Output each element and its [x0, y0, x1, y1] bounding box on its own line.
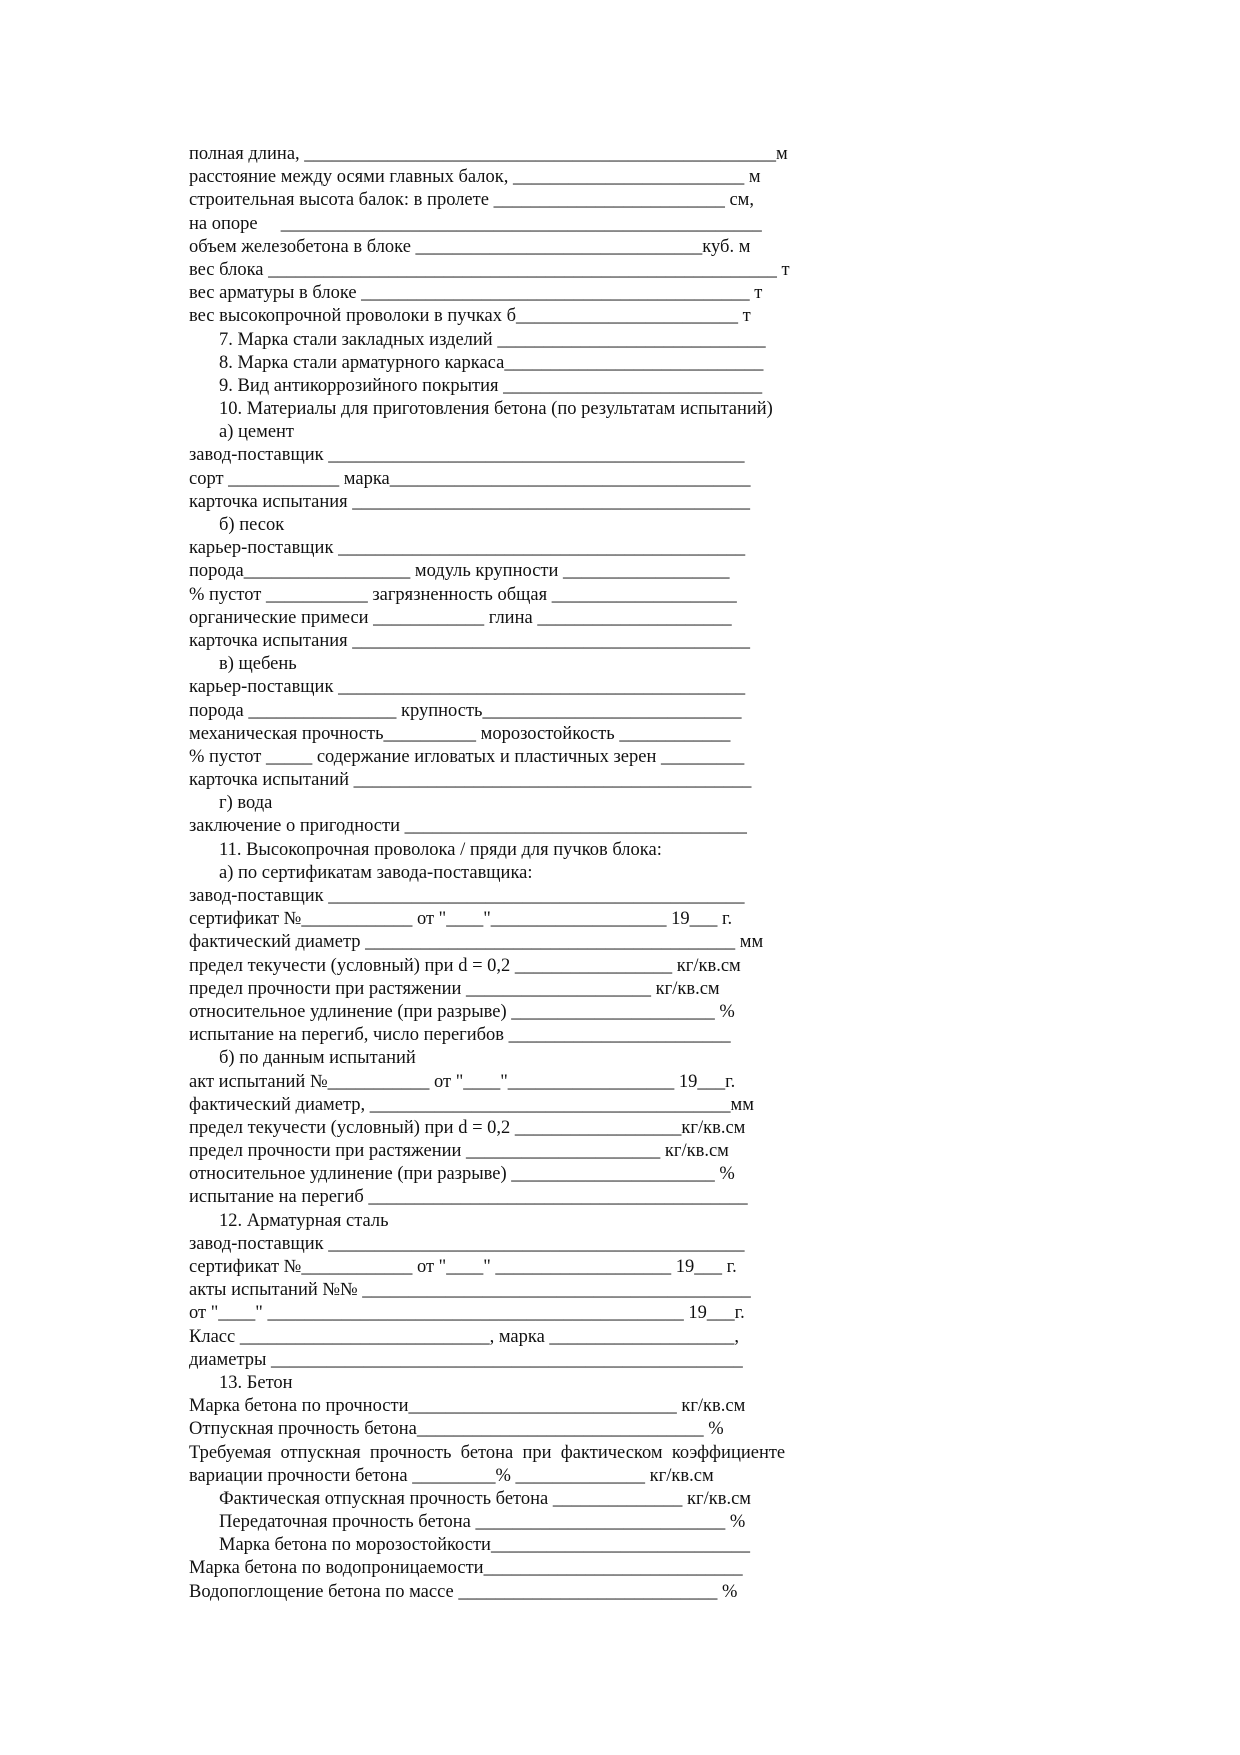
form-line: сорт ____________ марка_______________________________________ — [189, 468, 751, 489]
form-line: 12. Арматурная сталь — [219, 1210, 389, 1231]
form-line: испытание на перегиб, число перегибов ________________________ — [189, 1025, 731, 1046]
form-line: вес блока _______________________________________________________ т — [189, 259, 790, 280]
form-line: 10. Материалы для приготовления бетона (по результатам испытаний) — [219, 399, 773, 420]
form-line: полная длина, ___________________________________________________м — [189, 144, 788, 164]
form-line: относительное удлинение (при разрыве) ______________________ % — [189, 1001, 735, 1022]
form-line: 11. Высокопрочная проволока / пряди для пучков блока: — [219, 839, 662, 860]
form-line: 9. Вид антикоррозийного покрытия ____________________________ — [219, 375, 763, 396]
form-line: карточка испытаний ___________________________________________ — [189, 770, 752, 791]
form-line: Марка бетона по прочности_____________________________ кг/кв.см — [189, 1396, 746, 1417]
form-line: Марка бетона по морозостойкости____________________________ — [219, 1535, 750, 1556]
form-line: сертификат №____________ от "____" ___________________ 19___ г. — [189, 1257, 737, 1277]
form-line: заключение о пригодности _____________________________________ — [189, 816, 747, 837]
form-line: на опоре ____________________________________________________ — [189, 213, 762, 234]
form-line: порода ________________ крупность____________________________ — [189, 700, 742, 721]
form-line: завод-поставщик _____________________________________________ — [189, 445, 745, 466]
form-line: карьер-поставщик ____________________________________________ — [189, 538, 746, 559]
form-line: а) по сертификатам завода-поставщика: — [219, 862, 533, 883]
form-line: акты испытаний №№ __________________________________________ — [189, 1280, 751, 1301]
form-line: Марка бетона по водопроницаемости____________________________ — [189, 1558, 743, 1579]
form-line: Отпускная прочность бетона_______________________________ % — [189, 1419, 724, 1440]
form-line: карточка испытания ___________________________________________ — [189, 630, 751, 651]
form-line: г) вода — [219, 793, 273, 814]
form-line: предел текучести (условный) при d = 0,2 __________________кг/кв.см — [189, 1117, 746, 1138]
form-line: относительное удлинение (при разрыве) ______________________ % — [189, 1164, 735, 1185]
form-line: в) щебень — [219, 654, 297, 675]
form-line: строительная высота балок: в пролете _________________________ см, — [189, 190, 754, 211]
form-line: вес арматуры в блоке __________________________________________ т — [189, 283, 763, 304]
form-line: Водопоглощение бетона по массе ____________________________ % — [189, 1581, 738, 1602]
form-line: фактический диаметр ________________________________________ мм — [189, 932, 764, 953]
form-line: предел прочности при растяжении _____________________ кг/кв.см — [189, 1141, 729, 1162]
document-body — [189, 143, 849, 1604]
form-line: Фактическая отпускная прочность бетона ______________ кг/кв.см — [219, 1488, 751, 1509]
form-line: диаметры ___________________________________________________ — [189, 1349, 743, 1370]
form-line: предел прочности при растяжении ____________________ кг/кв.см — [189, 978, 720, 999]
form-line: а) цемент — [219, 422, 295, 443]
form-line: б) по данным испытаний — [219, 1048, 416, 1069]
form-line: Передаточная прочность бетона ___________________________ % — [219, 1512, 746, 1533]
form-line: фактический диаметр, _______________________________________мм — [189, 1094, 754, 1115]
form-line: карточка испытания ___________________________________________ — [189, 491, 751, 512]
form-line: Класс ___________________________, марка ____________________, — [189, 1326, 740, 1347]
form-line: предел текучести (условный) при d = 0,2 _________________ кг/кв.см — [189, 955, 741, 976]
form-line: 8. Марка стали арматурного каркаса____________________________ — [219, 352, 764, 373]
form-line: вес высокопрочной проволоки в пучках б________________________ т — [189, 306, 751, 327]
form-line: 13. Бетон — [219, 1372, 293, 1393]
form-line: акт испытаний №___________ от "____"__________________ 19___г. — [189, 1071, 736, 1092]
form-line: механическая прочность__________ морозостойкость ____________ — [189, 723, 731, 744]
form-line: порода__________________ модуль крупности __________________ — [189, 561, 730, 582]
form-line: органические примеси ____________ глина _____________________ — [189, 607, 732, 628]
form-line: б) песок — [219, 515, 285, 535]
form-line: сертификат №____________ от "____"___________________ 19___ г. — [189, 909, 733, 930]
form-line: % пустот _____ содержание игловатых и пластичных зерен _________ — [189, 746, 745, 767]
form-line: % пустот ___________ загрязненность общая ____________________ — [189, 584, 737, 605]
form-line: завод-поставщик _____________________________________________ — [189, 886, 745, 906]
form-line: карьер-поставщик ____________________________________________ — [189, 677, 746, 698]
form-line: испытание на перегиб _________________________________________ — [189, 1187, 748, 1208]
form-line: завод-поставщик _____________________________________________ — [189, 1233, 745, 1254]
form-line: Требуемая отпускная прочность бетона при фактическом коэффициенте — [189, 1442, 786, 1463]
form-line: объем железобетона в блоке _______________________________куб. м — [189, 236, 751, 257]
form-line: вариации прочности бетона _________% ______________ кг/кв.см — [189, 1465, 714, 1486]
form-line: от "____" _____________________________________________ 19___г. — [189, 1303, 745, 1324]
form-line: расстояние между осями главных балок, _________________________ м — [189, 167, 761, 188]
form-line: 7. Марка стали закладных изделий _____________________________ — [219, 329, 766, 350]
